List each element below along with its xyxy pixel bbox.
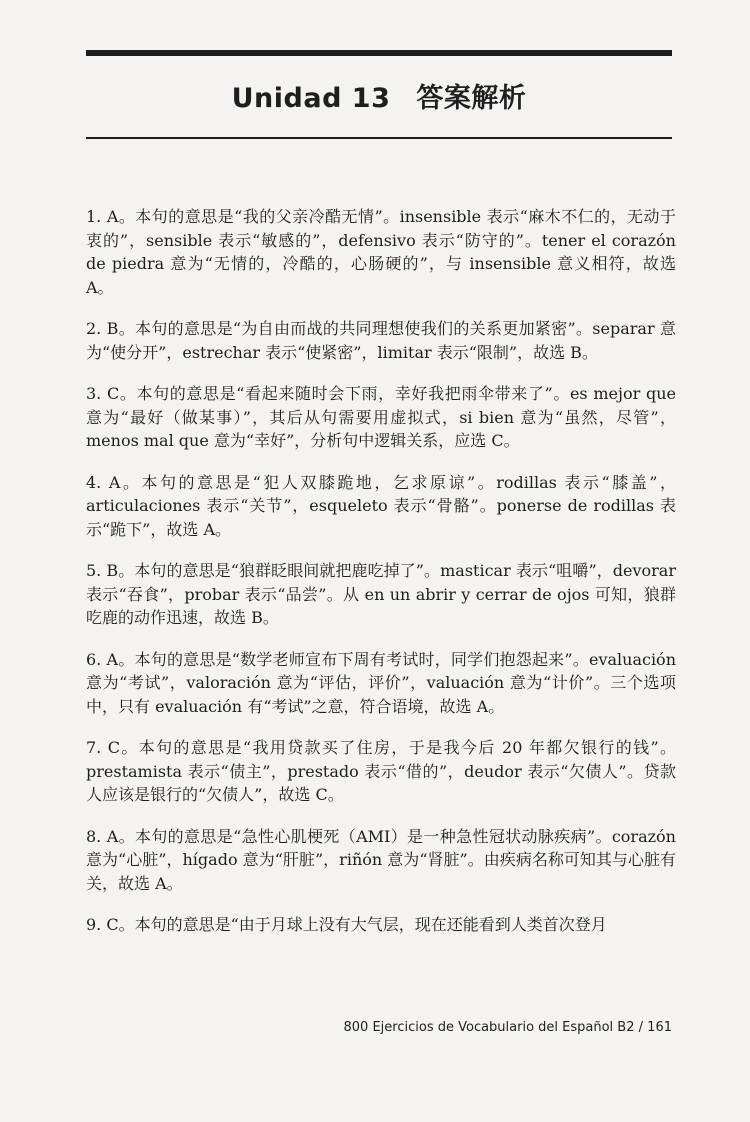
- answer-1: 1. A。本句的意思是“我的父亲冷酷无情”。insensible 表示“麻木不仁的，无动于衷的”，sensible 表示“敏感的”，defensivo 表示“防守的”。tener el corazón de piedra 意为“无情的，冷酷的，心肠硬的”，与 insensible 意义相符，故选 A。: [86, 207, 676, 297]
- answer-6: 6. A。本句的意思是“数学老师宣布下周有考试时，同学们抱怨起来”。evaluación 意为“考试”，valoración 意为“评估，评价”，valuación 意为“计价”。三个选项中，只有 evaluación 有“考试”之意，符合语境，故选 A。: [86, 649, 676, 716]
- book-title: 800 Ejercicios de Vocabulario del Español B2: [343, 1020, 635, 1035]
- answer-8: 8. A。本句的意思是“急性心肌梗死（AMI）是一种急性冠状动脉疾病”。corazón 意为“心脏”，hígado 意为“肝脏”，riñón 意为“肾脏”。由疾病名称可知其与心脏有关，故选 A。: [86, 826, 676, 893]
- title-rule: [86, 137, 672, 139]
- answer-5: 5. B。本句的意思是“狼群眨眼间就把鹿吃掉了”。masticar 表示“咀嚼”，devorar 表示“吞食”，probar 表示“品尝”。从 en un abrir y cerrar de ojos 可知，狼群吃鹿的动作迅速，故选 B。: [86, 561, 676, 627]
- answer-7: 7. C。本句的意思是“我用贷款买了住房，于是我今后 20 年都欠银行的钱”。prestamista 表示“债主”，prestado 表示“借的”，deudor 表示“欠债人”。贷款人应该是银行的“欠债人”，故选 C。: [86, 738, 676, 804]
- page-number: 161: [647, 1020, 672, 1035]
- top-rule: [86, 50, 672, 56]
- unit-label: Unidad 13: [231, 83, 391, 114]
- answer-9: 9. C。本句的意思是“由于月球上没有大气层，现在还能看到人类首次登月: [86, 915, 607, 934]
- page-footer: [344, 1020, 672, 1035]
- answer-list: [86, 205, 676, 955]
- footer-separator: /: [638, 1020, 644, 1035]
- answer-3: 3. C。本句的意思是“看起来随时会下雨，幸好我把雨伞带来了”。es mejor que 意为“最好（做某事）”，其后从句需要用虚拟式，si bien 意为“虽然，尽管”，menos mal que 意为“幸好”，分析句中逻辑关系，应选 C。: [86, 384, 676, 450]
- page-title: [86, 76, 672, 115]
- answer-2: 2. B。本句的意思是“为自由而战的共同理想使我们的关系更加紧密”。separar 意为“使分开”，estrechar 表示“使紧密”，limitar 表示“限制”，故选 B。: [86, 319, 676, 362]
- title-text: 答案解析: [416, 83, 527, 114]
- answer-4: 4. A。本句的意思是“犯人双膝跪地，乞求原谅”。rodillas 表示“膝盖”，articulaciones 表示“关节”，esqueleto 表示“骨骼”。ponerse de rodillas 表示“跪下”，故选 A。: [86, 472, 676, 539]
